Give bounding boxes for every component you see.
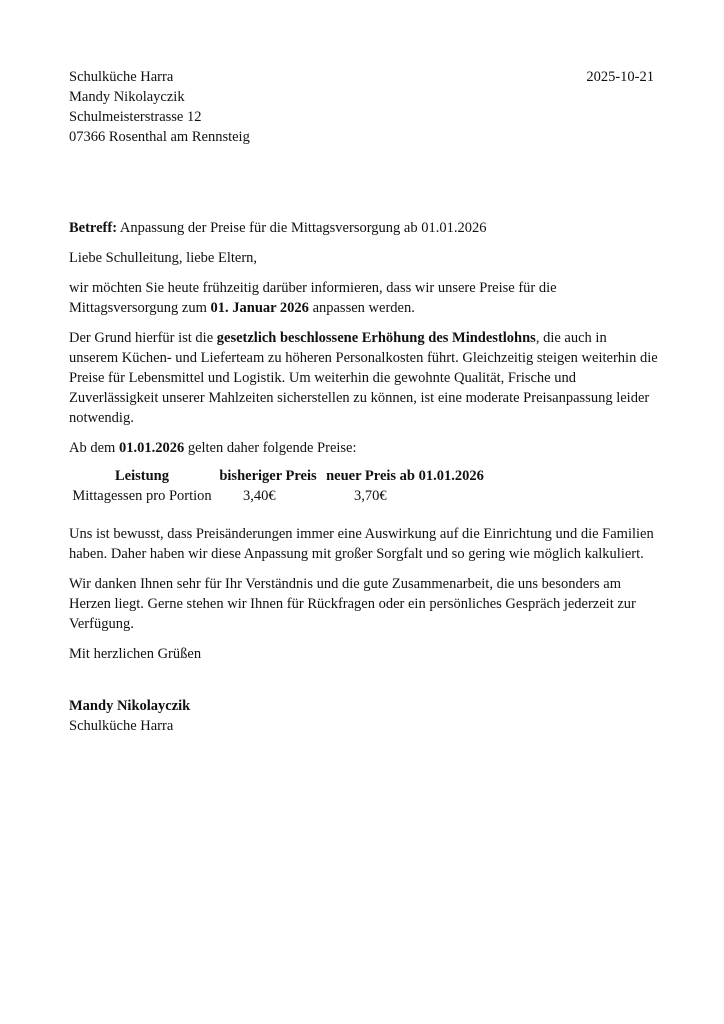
paragraph-reason-text: , die auch in unserem Küchen- und Lieferteam zu höheren Personalkosten führt. Gleichzeitig steigen weiterhin die Preise für Lebensmittel und Logistik. Um weiterhin die gewohnte Qualität, Frische und Zuverlässigkeit unserer Mahlzeiten sicherstellen zu können, ist eine moderate Preisanpassung leider notwendig. xyxy=(69,330,658,426)
price-table-header-old-price: bisheriger Preis xyxy=(219,468,317,484)
signature-name: Mandy Nikolayczik xyxy=(69,698,191,714)
salutation: Liebe Schulleitung, liebe Eltern, xyxy=(69,250,258,266)
sender-street: Schulmeisterstrasse 12 xyxy=(69,109,202,125)
price-table-cell-new-price: 3,70€ xyxy=(354,488,387,504)
paragraph-reason-emphasis: gesetzlich beschlossene Erhöhung des Mindestlohns xyxy=(216,330,536,346)
subject-label: Betreff: xyxy=(69,220,118,236)
letter-date: 2025-10-21 xyxy=(586,69,654,85)
sender-name: Mandy Nikolayczik xyxy=(69,89,185,105)
closing-phrase: Mit herzlichen Grüßen xyxy=(69,646,202,662)
prices-intro-end: gelten daher folgende Preise: xyxy=(184,440,357,456)
paragraph-prices-intro xyxy=(69,438,659,458)
paragraph-intro-end: anpassen werden. xyxy=(308,300,415,316)
paragraph-reason xyxy=(69,328,659,428)
prices-intro-date: 01.01.2026 xyxy=(118,440,185,456)
price-table-header-row xyxy=(68,466,490,486)
signature-company: Schulküche Harra xyxy=(69,718,174,734)
paragraph-intro-text: wir möchten Sie heute frühzeitig darüber informieren, dass wir unsere Preise für die Mittagsversorgung zum xyxy=(69,280,557,316)
subject-text: Anpassung der Preise für die Mittagsversorgung ab 01.01.2026 xyxy=(117,220,487,236)
paragraph-intro xyxy=(69,278,659,318)
signature-block xyxy=(69,696,659,736)
paragraph-reason-start: Der Grund hierfür ist die xyxy=(69,330,217,346)
price-table-header-service: Leistung xyxy=(115,468,169,484)
sender-city: 07366 Rosenthal am Rennsteig xyxy=(69,129,250,145)
subject-line xyxy=(69,218,659,238)
letter-body xyxy=(69,218,659,736)
paragraph-thanks: Wir danken Ihnen sehr für Ihr Verständnis und die gute Zusammenarbeit, die uns besonders am Herzen liegt. Gerne stehen wir Ihnen für Rückfragen oder ein persönliches Gespräch jederzeit zur Verfügung. xyxy=(69,576,636,632)
price-table-cell-service: Mittagessen pro Portion xyxy=(72,488,212,504)
spacer xyxy=(69,674,659,696)
spacer xyxy=(69,506,659,524)
paragraph-intro-date: 01. Januar 2026 xyxy=(210,300,309,316)
paragraph-awareness: Uns ist bewusst, dass Preisänderungen immer eine Auswirkung auf die Einrichtung und die Familien haben. Daher haben wir diese Anpassung mit großer Sorgfalt und so gering wie möglich kalkuliert. xyxy=(69,526,654,562)
prices-intro-start: Ab dem xyxy=(69,440,119,456)
price-table-cell-old-price: 3,40€ xyxy=(243,488,276,504)
sender-address-block xyxy=(69,67,469,147)
price-table-header-new-price: neuer Preis ab 01.01.2026 xyxy=(326,468,484,484)
sender-company: Schulküche Harra xyxy=(69,69,174,85)
table-row xyxy=(68,486,490,506)
price-table xyxy=(68,466,490,506)
